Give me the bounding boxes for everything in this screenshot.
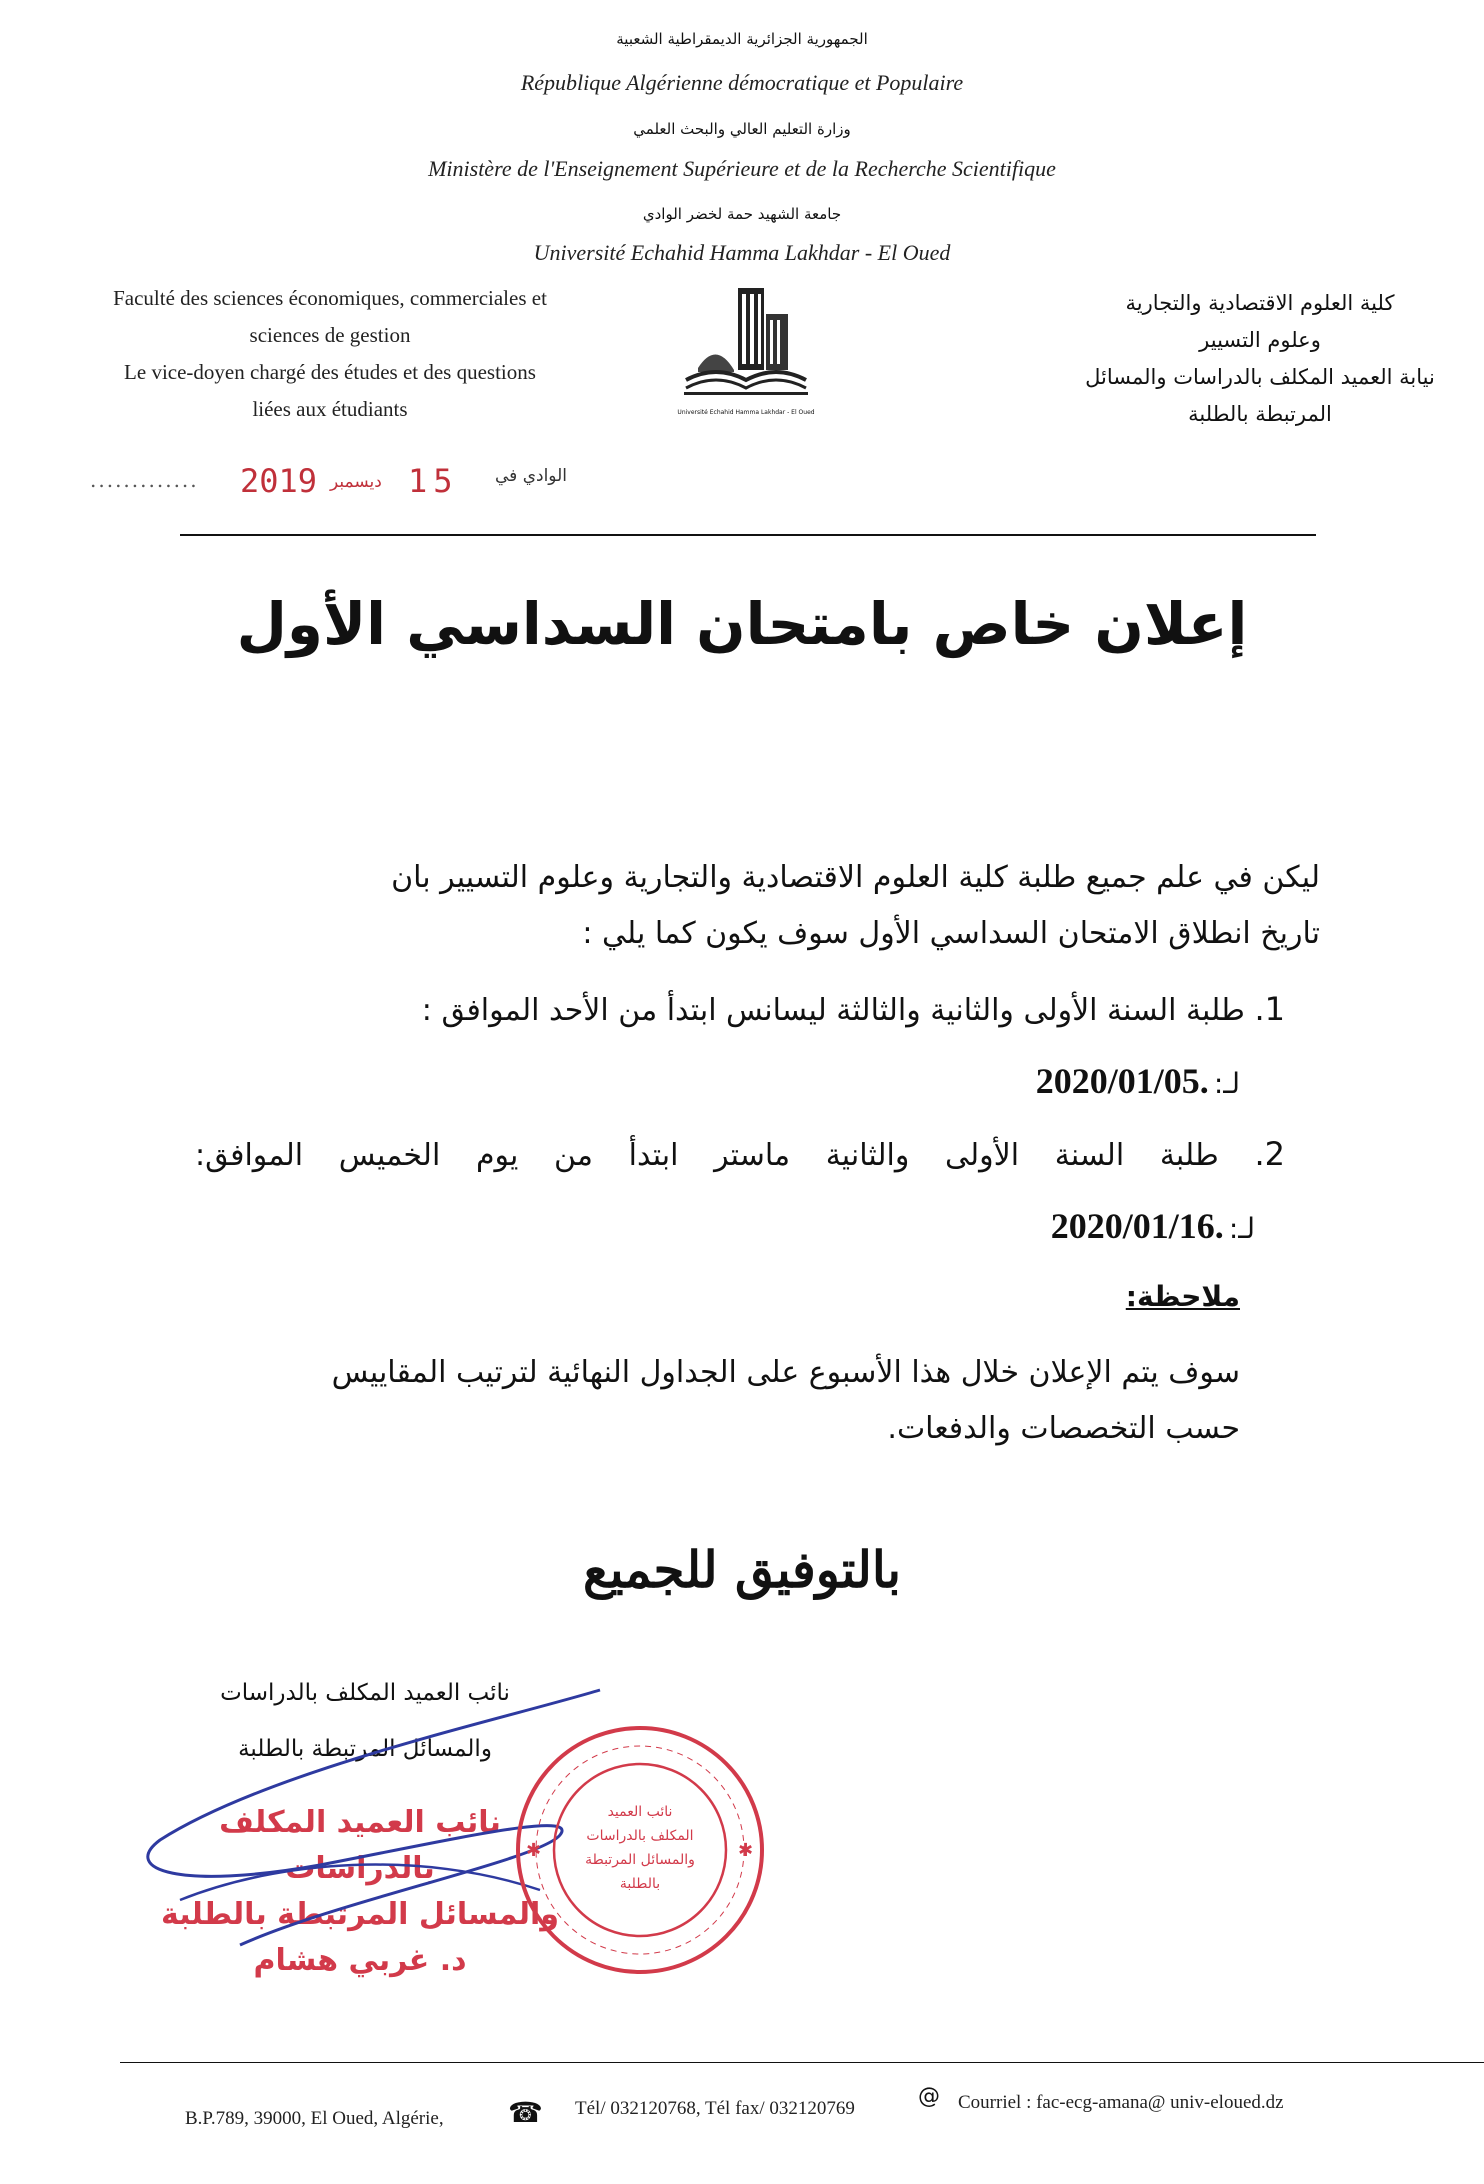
ministry-ar: وزارة التعليم العالي والبحث العلمي (633, 120, 851, 138)
note-line1: سوف يتم الإعلان خلال هذا الأسبوع على الجداول النهائية لترتيب المقاييس (331, 1355, 1240, 1390)
university-ar: جامعة الشهيد حمة لخضر الوادي (642, 205, 842, 223)
item-number: 2. (1254, 1135, 1285, 1173)
signature-line2: والمسائل المرتبطة بالطلبة (238, 1736, 492, 1762)
official-seal (510, 1720, 770, 1980)
svg-text:✱: ✱ (526, 1840, 542, 1861)
item-text: طلبة السنة الأولى والثانية ماستر ابتدأ من يوم الخميس الموافق: (195, 1138, 1219, 1173)
faculty-ar-block (1080, 285, 1440, 433)
university-fr: Université Echahid Hamma Lakhdar - El Oued (533, 240, 951, 265)
note-line2: حسب التخصصات والدفعات. (887, 1411, 1240, 1446)
item-date-prefix: لـ: (1228, 1212, 1255, 1245)
faculty-fr-line2: sciences de gestion (249, 323, 411, 347)
item-date-row (900, 1060, 1240, 1102)
note-label: ملاحظة: (1125, 1280, 1240, 1313)
seal-center-line3: والمسائل المرتبطة (585, 1852, 695, 1868)
building-logo-icon (676, 280, 816, 405)
signature-line1: نائب العميد المكلف بالدراسات (220, 1680, 510, 1706)
seal-center-line4: بالطلبة (619, 1876, 661, 1892)
republic-ar: الجمهورية الجزائرية الديمقراطية الشعبية (616, 30, 868, 48)
item-date-row (930, 1205, 1255, 1247)
date-month: ديسمبر (330, 472, 382, 492)
date-stamp (90, 462, 630, 502)
intro-line2: تاريخ انطلاق الامتحان السداسي الأول سوف يكون كما يلي : (582, 916, 1320, 951)
item-text: طلبة السنة الأولى والثانية والثالثة ليسانس ابتدأ من الأحد الموافق : (421, 993, 1245, 1028)
page-title: إعلان خاص بامتحان السداسي الأول (236, 590, 1248, 658)
header-divider (180, 534, 1316, 536)
seal-center-line1: نائب العميد (607, 1804, 673, 1820)
item-number: 1. (1254, 990, 1285, 1028)
intro-paragraph (195, 850, 1320, 962)
faculty-fr-block (60, 280, 600, 428)
item-date: 2020/01/05. (1035, 1061, 1209, 1101)
faculty-fr-line4: liées aux étudiants (252, 397, 408, 421)
date-place-label: الوادي في (495, 466, 567, 486)
university-logo (676, 280, 816, 420)
seal-center-text (565, 1800, 715, 1896)
footer-email: Courriel : fac-ecg-amana@ univ-eloued.dz (958, 2092, 1284, 2113)
date-year: 2019 (240, 462, 318, 500)
faculty-ar-line3: نيابة العميد المكلف بالدراسات والمسائل (1085, 365, 1435, 389)
list-item (200, 990, 1285, 1028)
signature-stamp-line1: نائب العميد المكلف بالدراسات (219, 1805, 501, 1886)
item-date: 2020/01/16. (1050, 1206, 1224, 1246)
faculty-ar-line2: وعلوم التسيير (1199, 328, 1321, 352)
item-date-prefix: لـ: (1213, 1067, 1240, 1100)
footer-phone: Tél/ 032120768, Tél fax/ 032120769 (575, 2098, 855, 2119)
date-day: 15 (408, 462, 459, 500)
intro-line1: ليكن في علم جميع طلبة كلية العلوم الاقتصادية والتجارية وعلوم التسيير بان (391, 860, 1320, 895)
republic-fr: République Algérienne démocratique et Populaire (520, 70, 964, 95)
signature-stamp-name: د. غربي هشام (253, 1943, 467, 1978)
faculty-ar-line1: كلية العلوم الاقتصادية والتجارية (1125, 291, 1395, 315)
footer-divider (120, 2062, 1484, 2063)
seal-center-line2: المكلف بالدراسات (586, 1828, 694, 1844)
ministry-fr: Ministère de l'Enseignement Supérieure et de la Recherche Scientifique (428, 156, 1056, 181)
footer-address: B.P.789, 39000, El Oued, Algérie, (185, 2108, 444, 2129)
svg-text:✱: ✱ (738, 1840, 754, 1861)
faculty-fr-line1: Faculté des sciences économiques, commerciales et (113, 286, 547, 310)
email-icon: @ (918, 2084, 940, 2109)
faculty-ar-line4: المرتبطة بالطلبة (1188, 402, 1332, 426)
closing-text: بالتوفيق للجميع (582, 1540, 902, 1599)
list-item (195, 1135, 1285, 1173)
signature-stamp-line2: والمسائل المرتبطة بالطلبة (161, 1897, 559, 1932)
phone-icon: ☎ (508, 2096, 543, 2129)
note-paragraph (195, 1345, 1240, 1457)
faculty-fr-line3: Le vice-doyen chargé des études et des questions (124, 360, 536, 384)
date-dots: ............. (90, 468, 199, 492)
logo-caption: Université Echahid Hamma Lakhdar - El Oued (677, 409, 815, 416)
